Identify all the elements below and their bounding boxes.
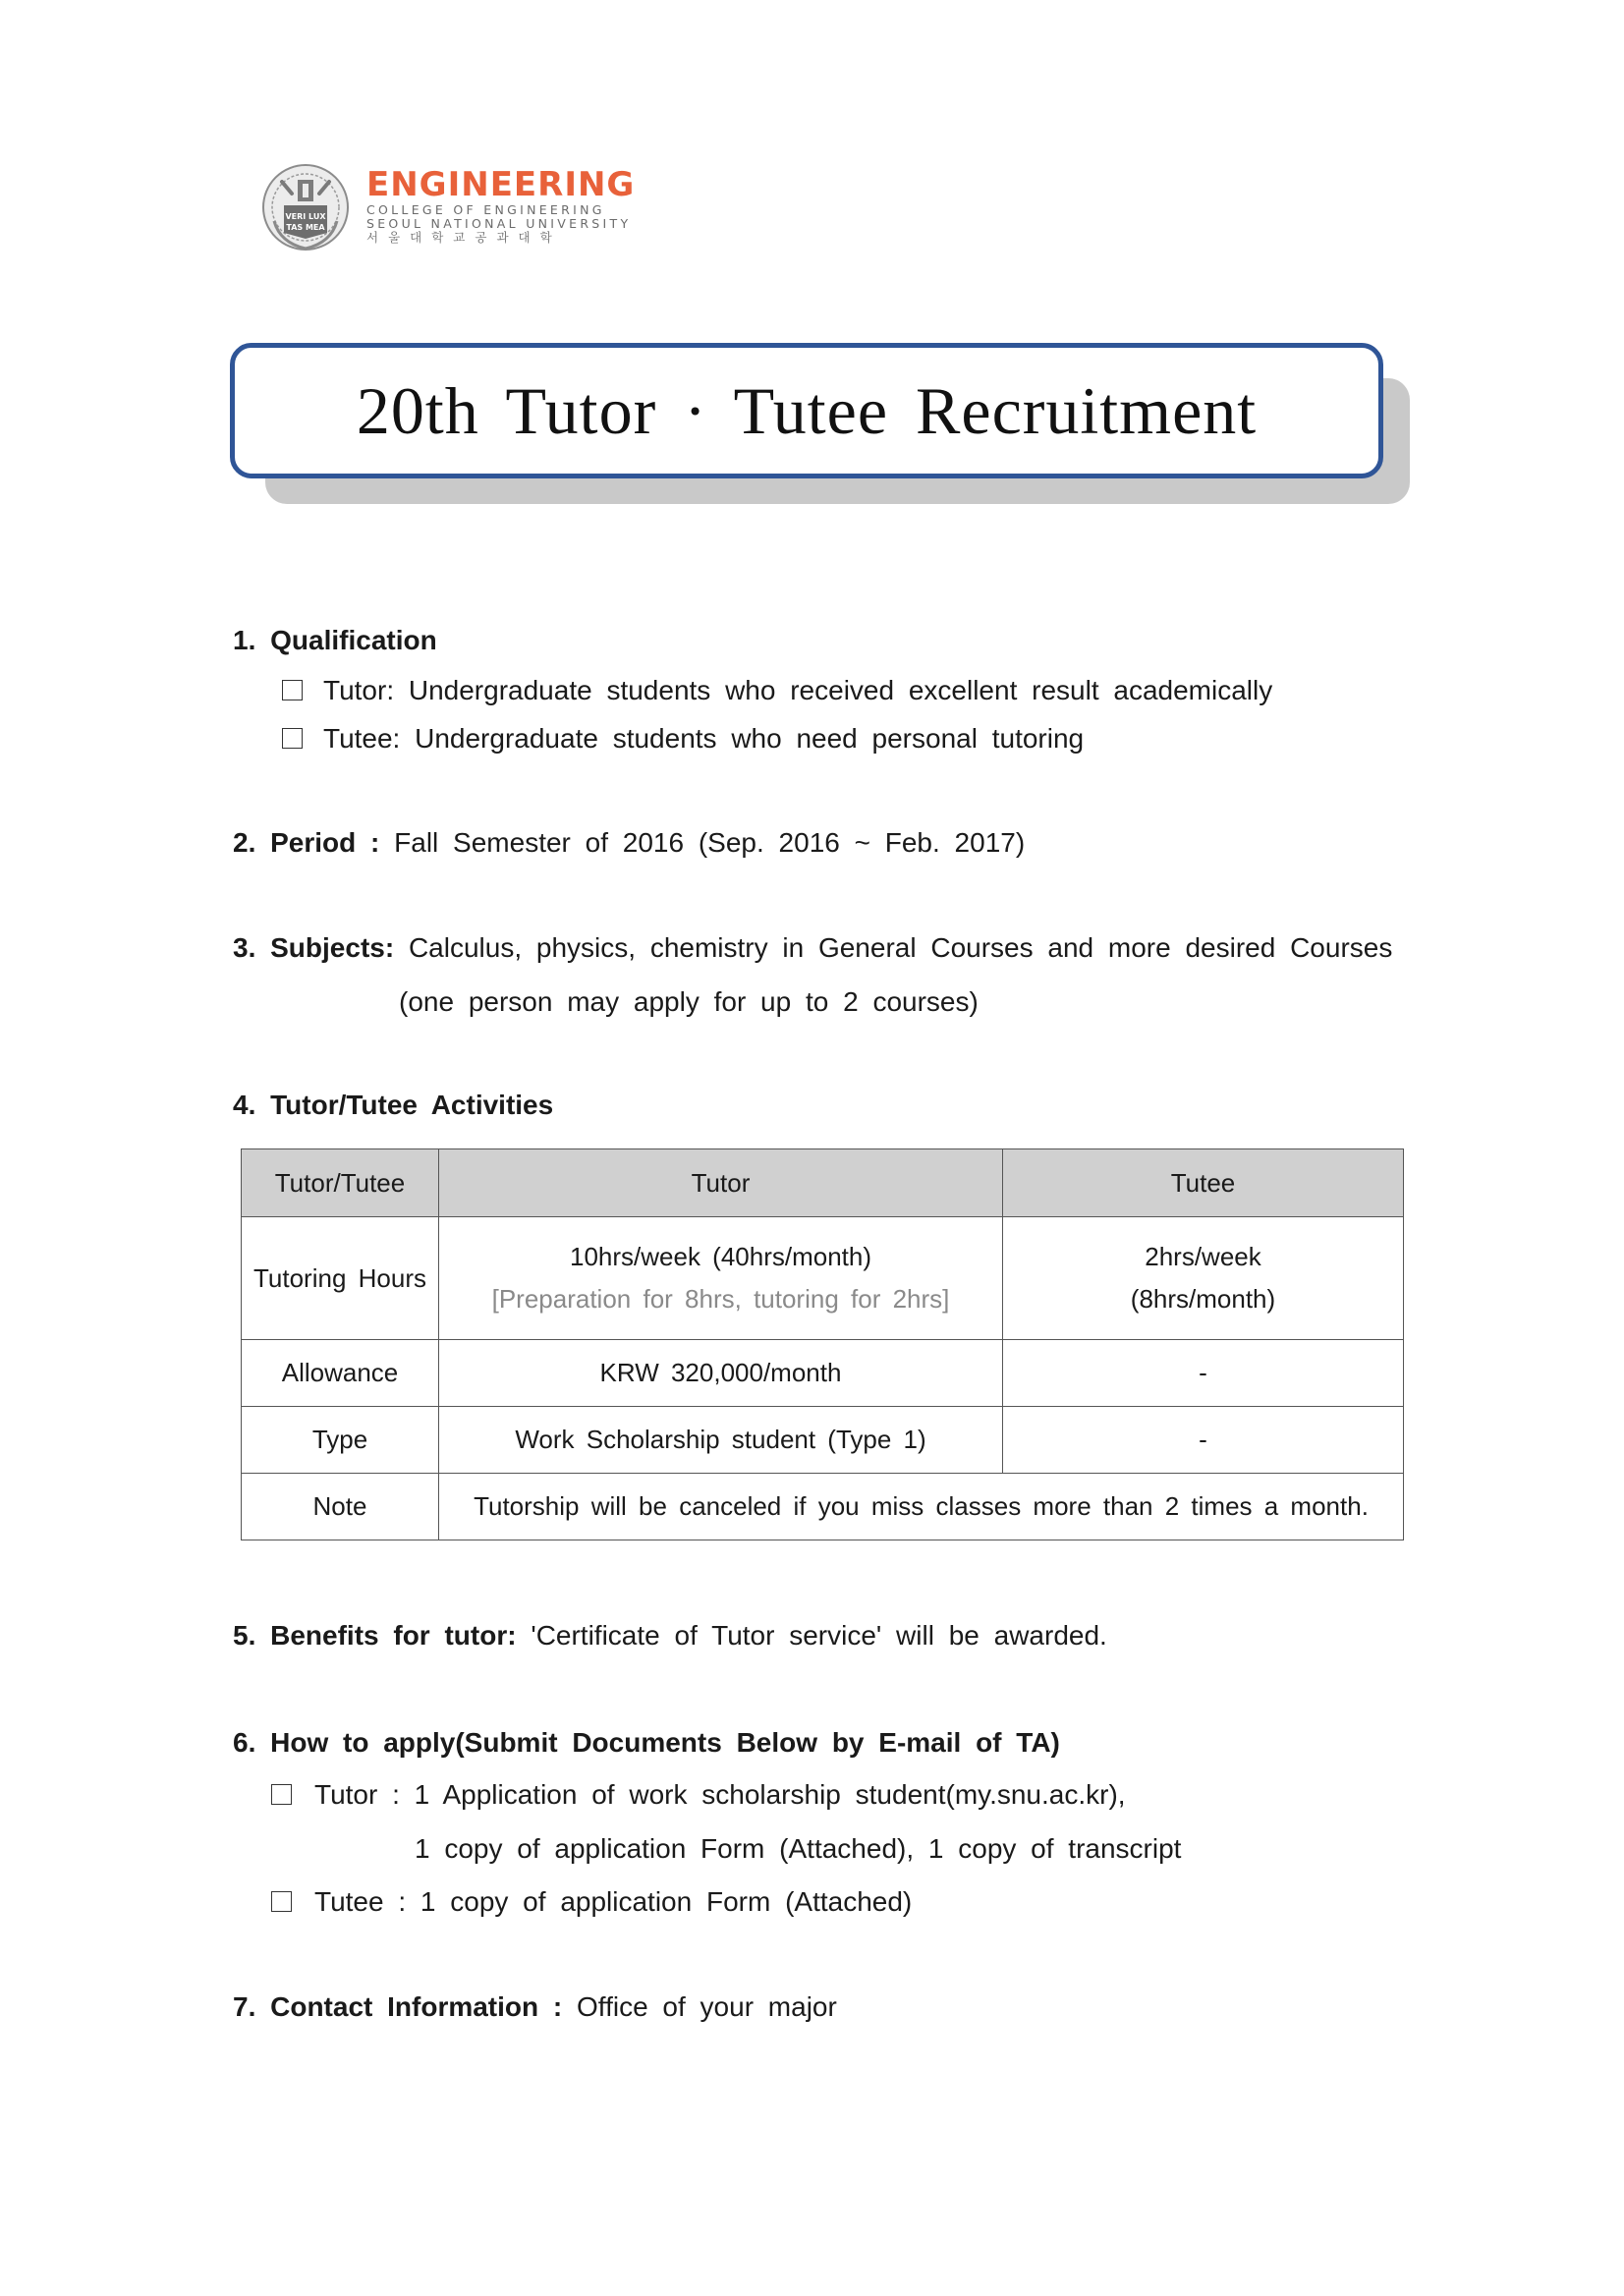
table-header-cell: Tutee [1003,1149,1404,1217]
apply-tutor-text-2: 1 copy of application Form (Attached), 1 copy of transcript [415,1833,1182,1864]
tutee-allowance: - [1003,1340,1404,1407]
tutee-hours: 2hrs/week [1145,1242,1261,1271]
tutee-hours-note: (8hrs/month) [1130,1284,1276,1314]
benefits-line [233,1618,1107,1653]
apply-tutor-checkbox[interactable] [271,1784,292,1805]
period-line [233,825,1025,861]
contact-separator: : [538,1991,578,2022]
apply-tutee-line [314,1884,912,1920]
table-header-row [242,1149,1404,1217]
activities-table [241,1148,1404,1540]
contact-text: Office of your major [577,1991,837,2022]
contact-line [233,1989,837,2025]
apply-tutee-checkbox[interactable] [271,1891,292,1912]
qualification-heading: 1. Qualification [233,625,437,655]
subjects-text: Calculus, physics, chemistry in General Courses and more desired Courses [408,932,1393,963]
benefits-text: 'Certificate of Tutor service' will be awarded. [531,1620,1107,1651]
qualification-tutor-text: Tutor: Undergraduate students who received excellent result academically [323,675,1273,705]
logo-line-korean: 서울대학교공과대학 [366,230,562,245]
table-header-cell: Tutor [439,1149,1003,1217]
apply-tutor-label: Tutor [314,1779,378,1810]
row-label: Allowance [242,1340,439,1407]
tutor-hours: 10hrs/week (40hrs/month) [569,1242,872,1271]
apply-tutee-separator: : [383,1886,420,1917]
logo-title: ENGINEERING [366,165,636,204]
tutor-allowance: KRW 320,000/month [439,1340,1003,1407]
benefits-heading: 5. Benefits for tutor: [233,1620,517,1651]
logo-wordmark [366,165,636,245]
logo-line-university: SEOUL NATIONAL UNIVERSITY [366,216,632,231]
note-cell: Tutorship will be canceled if you miss classes more than 2 times a month. [439,1474,1404,1540]
period-heading: 2. Period [233,827,357,858]
table-row [242,1340,1404,1407]
qualification-tutee-checkbox[interactable] [282,728,303,749]
logo-line-college: COLLEGE OF ENGINEERING [366,202,605,217]
table-header-cell: Tutor/Tutee [242,1149,439,1217]
table-row [242,1407,1404,1474]
title-box [230,343,1383,478]
tutee-hours-cell [1003,1217,1404,1340]
table-row [242,1474,1404,1540]
row-label: Type [242,1407,439,1474]
apply-tutee-text: 1 copy of application Form (Attached) [420,1886,913,1917]
period-text: Fall Semester of 2016 (Sep. 2016 ~ Feb. 2017) [394,827,1026,858]
tutor-hours-cell [439,1217,1003,1340]
snu-seal-icon [260,162,351,252]
apply-tutor-separator: : [377,1779,415,1810]
apply-tutor-line [314,1777,1126,1813]
college-logo [260,162,636,256]
row-label: Note [242,1474,439,1540]
page-title: 20th Tutor · Tutee Recruitment [356,372,1258,448]
apply-tutor-text: 1 Application of work scholarship student(my.snu.ac.kr), [414,1779,1126,1810]
tutee-type: - [1003,1407,1404,1474]
period-separator: : [356,827,395,858]
subjects-line [233,930,1392,966]
tutor-hours-note: [Preparation for 8hrs, tutoring for 2hrs] [491,1284,950,1314]
seal-text: VERI LUX [285,212,326,221]
apply-heading: 6. How to apply(Submit Documents Below by E-mail of TA) [233,1727,1060,1758]
table-row [242,1217,1404,1340]
qualification-tutor-checkbox[interactable] [282,680,303,700]
subjects-note: (one person may apply for up to 2 courses) [399,986,979,1017]
activities-heading: 4. Tutor/Tutee Activities [233,1090,554,1120]
apply-tutee-label: Tutee [314,1886,384,1917]
row-label: Tutoring Hours [242,1217,439,1340]
qualification-tutee-text: Tutee: Undergraduate students who need personal tutoring [323,723,1085,754]
svg-text:TAS MEA: TAS MEA [286,223,325,232]
tutor-type: Work Scholarship student (Type 1) [439,1407,1003,1474]
contact-heading: 7. Contact Information [233,1991,539,2022]
subjects-heading: 3. Subjects: [233,932,395,963]
